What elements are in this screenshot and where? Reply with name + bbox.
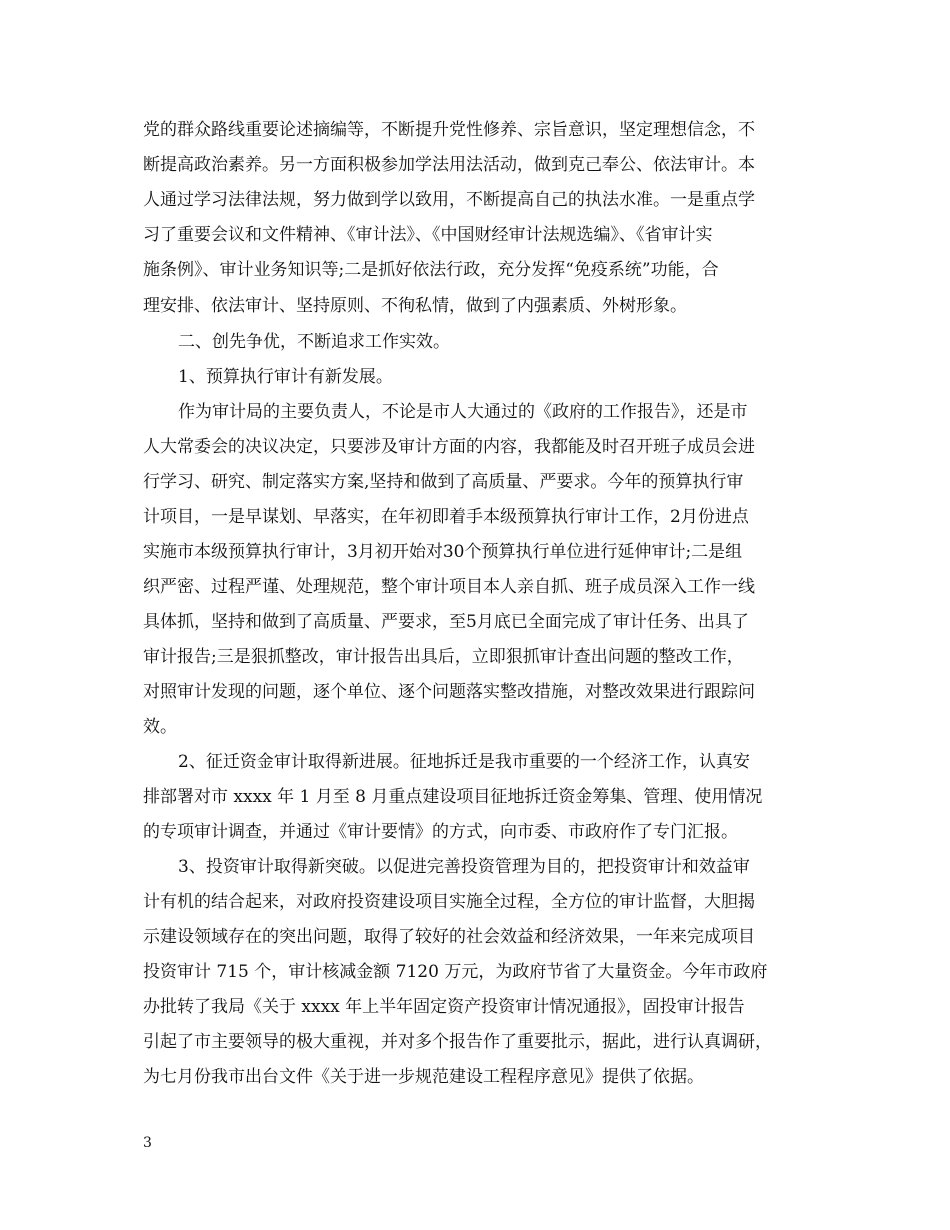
- body-line: 作为审计局的主要负责人，不论是市人大通过的《政府的工作报告》，还是市: [178, 402, 748, 422]
- body-line: 效。: [143, 717, 177, 737]
- body-line: 的专项审计调查，并通过《审计要情》的方式，向市委、市政府作了专门汇报。: [143, 822, 738, 842]
- body-line: 计项目，一是早谋划、早落实，在年初即着手本级预算执行审计工作，2月份进点: [143, 507, 749, 527]
- body-line: 人大常委会的决议决定，只要涉及审计方面的内容，我都能及时召开班子成员会进: [143, 437, 755, 457]
- body-line: 审计报告;三是狠抓整改，审计报告出具后，立即狠抓审计查出问题的整改工作，: [143, 647, 744, 667]
- body-line: 办批转了我局《关于 xxxx 年上半年固定资产投资审计情况通报》，固投审计报告: [143, 997, 745, 1017]
- subsection-heading: 1、预算执行审计有新发展。: [178, 367, 393, 387]
- page-number: 3: [143, 1135, 152, 1151]
- body-line: 织严密、过程严谨、处理规范，整个审计项目本人亲自抓、班子成员深入工作一线: [143, 577, 755, 597]
- body-line: 引起了市主要领导的极大重视，并对多个报告作了重要批示，据此，进行认真调研，: [143, 1032, 772, 1052]
- body-line: 计有机的结合起来，对政府投资建设项目实施全过程，全方位的审计监督，大胆揭: [143, 892, 755, 912]
- body-line: 断提高政治素养。另一方面积极参加学法用法活动，做到克己奉公、依法审计。本: [143, 155, 755, 175]
- body-line: 具体抓，坚持和做到了高质量、严要求，至5月底已全面完成了审计任务、出具了: [143, 612, 749, 632]
- body-line: 实施市本级预算执行审计，3月初开始对30个预算执行单位进行延伸审计;二是组: [143, 542, 743, 562]
- subsection-line: 3、投资审计取得新突破。以促进完善投资管理为目的，把投资审计和效益审: [178, 857, 750, 877]
- body-line: 示建设领域存在的突出问题，取得了较好的社会效益和经济效果，一年来完成项目: [143, 927, 755, 947]
- subsection-line: 2、征迁资金审计取得新进展。征地拆迁是我市重要的一个经济工作，认真安: [178, 752, 750, 772]
- body-line: 投资审计 715 个，审计核减金额 7120 万元，为政府节省了大量资金。今年市政府: [143, 962, 768, 982]
- body-line: 理安排、依法审计、坚持原则、不徇私情，做到了内强素质、外树形象。: [143, 296, 687, 316]
- body-line: 施条例》、审计业务知识等;二是抓好依法行政，充分发挥“免疫系统”功能，合: [143, 260, 719, 280]
- body-line: 人通过学习法律法规，努力做到学以致用，不断提高自己的执法水准。一是重点学: [143, 190, 755, 210]
- body-line: 排部署对市 xxxx 年 1 月至 8 月重点建设项目征地拆迁资金筹集、管理、使用情况: [143, 787, 763, 807]
- body-line: 为七月份我市出台文件《关于进一步规范建设工程程序意见》提供了依据。: [143, 1067, 704, 1087]
- section-heading: 二、创先争优，不断追求工作实效。: [178, 332, 450, 352]
- body-line: 对照审计发现的问题，逐个单位、逐个问题落实整改措施，对整改效果进行跟踪问: [143, 682, 755, 702]
- body-line: 习了重要会议和文件精神、《审计法》、《中国财经审计法规选编》、《省审计实: [143, 225, 713, 245]
- body-line: 党的群众路线重要论述摘编等，不断提升党性修养、宗旨意识，坚定理想信念，不: [143, 120, 755, 140]
- body-line: 行学习、研究、制定落实方案,坚持和做到了高质量、严要求。今年的预算执行审: [143, 472, 744, 492]
